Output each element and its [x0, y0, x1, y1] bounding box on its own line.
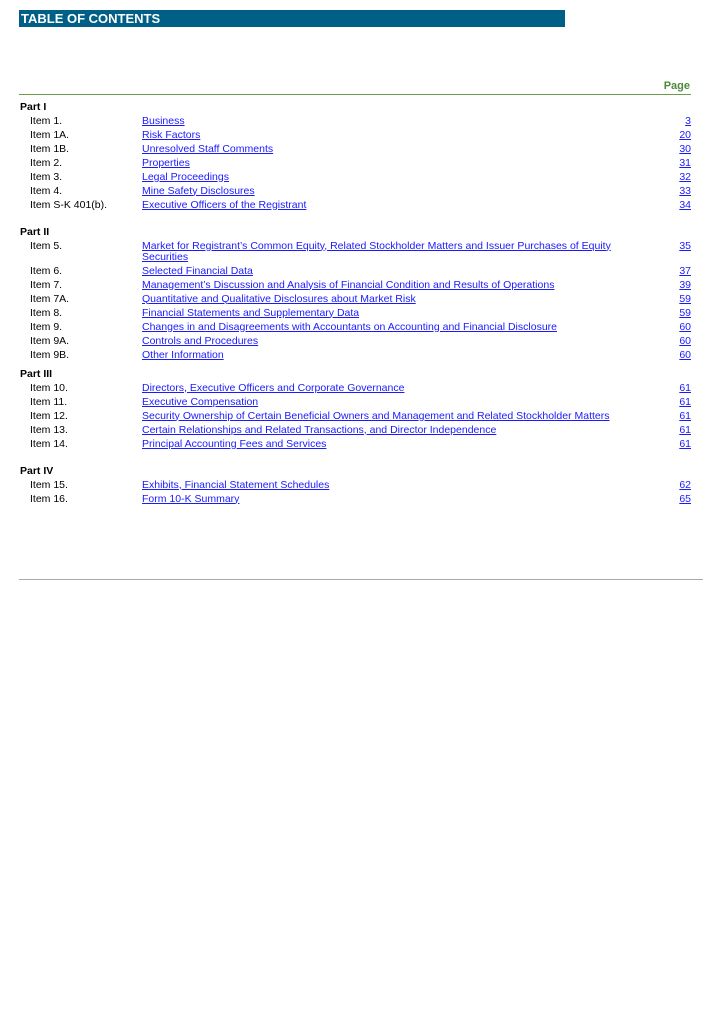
item-title-cell [142, 350, 661, 361]
toc-row [20, 198, 691, 212]
item-page-link[interactable]: 61 [679, 381, 691, 394]
toc-row [20, 334, 691, 348]
item-title-link[interactable]: Security Ownership of Certain Beneficial Owners and Management and Related Stockholder Matters [142, 409, 610, 422]
item-title-cell [142, 308, 661, 319]
item-page-cell [661, 130, 691, 141]
item-title-cell [142, 411, 661, 422]
item-title-cell [142, 494, 661, 505]
item-page-link[interactable]: 39 [679, 278, 691, 291]
toc-row [20, 128, 691, 142]
item-title-link[interactable]: Executive Officers of the Registrant [142, 198, 307, 211]
toc-row [20, 423, 691, 437]
item-title-cell [142, 158, 661, 169]
header-divider [19, 94, 691, 95]
item-title-link[interactable]: Form 10-K Summary [142, 492, 240, 505]
item-page-link[interactable]: 20 [679, 128, 691, 141]
item-number: Item 9. [30, 320, 63, 333]
item-page-cell [661, 480, 691, 491]
toc-row [20, 156, 691, 170]
part-title: Part III [20, 368, 53, 380]
toc-row [20, 292, 691, 306]
item-number: Item 7A. [30, 292, 70, 305]
item-number: Item 1. [30, 114, 63, 127]
item-title-cell [142, 336, 661, 347]
item-number: Item 6. [30, 264, 63, 277]
item-page-link[interactable]: 59 [679, 306, 691, 319]
item-number: Item 16. [30, 492, 68, 505]
item-title-cell [142, 200, 661, 211]
toc-row [20, 278, 691, 292]
item-number: Item 12. [30, 409, 68, 422]
item-page-cell [661, 158, 691, 169]
item-title-link[interactable]: Properties [142, 156, 190, 169]
item-title-cell [142, 186, 661, 197]
item-page-cell [661, 294, 691, 305]
item-number: Item 14. [30, 437, 68, 450]
item-page-link[interactable]: 61 [679, 409, 691, 422]
item-title-link[interactable]: Exhibits, Financial Statement Schedules [142, 478, 330, 491]
toc-row [20, 320, 691, 334]
toc-part [20, 100, 691, 212]
item-page-link[interactable]: 61 [679, 437, 691, 450]
item-page-cell [661, 172, 691, 183]
part-title: Part II [20, 226, 50, 238]
item-page-link[interactable]: 59 [679, 292, 691, 305]
item-title-link[interactable]: Management’s Discussion and Analysis of Financial Condition and Results of Operations [142, 278, 555, 291]
part-title: Part IV [20, 465, 54, 477]
item-title-link[interactable]: Mine Safety Disclosures [142, 184, 255, 197]
item-page-link[interactable]: 35 [679, 239, 691, 252]
item-number: Item 1B. [30, 142, 70, 155]
item-number: Item 11. [30, 395, 68, 408]
toc-part [20, 225, 691, 362]
item-page-cell [661, 397, 691, 408]
item-number: Item 15. [30, 478, 68, 491]
item-title-link[interactable]: Controls and Procedures [142, 334, 259, 347]
item-page-cell [661, 425, 691, 436]
item-number: Item 5. [30, 239, 63, 252]
item-title-cell [142, 439, 661, 450]
toc-row [20, 306, 691, 320]
item-title-link[interactable]: Business [142, 114, 185, 127]
item-page-cell [661, 241, 691, 252]
item-title-cell [142, 383, 661, 394]
item-title-link[interactable]: Financial Statements and Supplementary Data [142, 306, 360, 319]
item-title-cell [142, 294, 661, 305]
bottom-divider [19, 579, 703, 580]
table-of-contents [20, 100, 691, 506]
item-number: Item 7. [30, 278, 63, 291]
item-page-link[interactable]: 32 [679, 170, 691, 183]
item-title-cell [142, 172, 661, 183]
toc-row [20, 409, 691, 423]
item-title-link[interactable]: Selected Financial Data [142, 264, 253, 277]
item-page-cell [661, 350, 691, 361]
item-page-link[interactable]: 34 [679, 198, 691, 211]
toc-banner: TABLE OF CONTENTS [19, 10, 565, 27]
toc-row [20, 395, 691, 409]
toc-row [20, 114, 691, 128]
item-page-cell [661, 144, 691, 155]
toc-row [20, 239, 691, 264]
item-number: Item 13. [30, 423, 68, 436]
item-number: Item 10. [30, 381, 68, 394]
item-title-link[interactable]: Market for Registrant’s Common Equity, Related Stockholder Matters and Issuer Purchases of Equity Securities [142, 239, 611, 263]
item-page-link[interactable]: 60 [679, 320, 691, 333]
item-title-cell [142, 322, 661, 333]
item-page-link[interactable]: 3 [685, 114, 691, 127]
item-title-cell [142, 116, 661, 127]
item-number: Item 1A. [30, 128, 70, 141]
toc-row [20, 348, 691, 362]
item-page-cell [661, 494, 691, 505]
item-page-link[interactable]: 37 [679, 264, 691, 277]
toc-row [20, 142, 691, 156]
item-page-link[interactable]: 31 [679, 156, 691, 169]
item-page-cell [661, 280, 691, 291]
page-column-header: Page [663, 80, 690, 92]
item-title-link[interactable]: Legal Proceedings [142, 170, 229, 183]
item-page-cell [661, 116, 691, 127]
item-page-cell [661, 308, 691, 319]
part-title: Part I [20, 101, 47, 113]
item-title-link[interactable]: Quantitative and Qualitative Disclosures about Market Risk [142, 292, 416, 305]
item-page-cell [661, 336, 691, 347]
toc-row [20, 381, 691, 395]
item-title-cell [142, 397, 661, 408]
item-page-link[interactable]: 61 [679, 423, 691, 436]
toc-row [20, 492, 691, 506]
item-page-link[interactable]: 30 [679, 142, 691, 155]
item-number: Item 3. [30, 170, 63, 183]
item-title-link[interactable]: Principal Accounting Fees and Services [142, 437, 327, 450]
item-page-cell [661, 322, 691, 333]
item-number: Item 9A. [30, 334, 70, 347]
item-page-link[interactable]: 60 [679, 334, 691, 347]
item-page-link[interactable]: 62 [679, 478, 691, 491]
toc-row [20, 170, 691, 184]
item-title-cell [142, 144, 661, 155]
item-title-link[interactable]: Other Information [142, 348, 224, 361]
item-title-cell [142, 241, 661, 263]
item-number: Item S-K 401(b). [30, 198, 108, 211]
item-title-cell [142, 280, 661, 291]
item-title-cell [142, 425, 661, 436]
item-title-link[interactable]: Executive Compensation [142, 395, 259, 408]
item-title-link[interactable]: Unresolved Staff Comments [142, 142, 274, 155]
item-title-link[interactable]: Risk Factors [142, 128, 201, 141]
item-number: Item 9B. [30, 348, 70, 361]
item-page-cell [661, 200, 691, 211]
toc-part [20, 367, 691, 451]
item-page-cell [661, 439, 691, 450]
item-title-link[interactable]: Certain Relationships and Related Transactions, and Director Independence [142, 423, 497, 436]
item-page-link[interactable]: 65 [679, 492, 691, 505]
item-number: Item 8. [30, 306, 63, 319]
toc-part [20, 464, 691, 506]
item-page-link[interactable]: 61 [679, 395, 691, 408]
item-page-cell [661, 383, 691, 394]
toc-row [20, 264, 691, 278]
toc-row [20, 478, 691, 492]
item-title-link[interactable]: Changes in and Disagreements with Accountants on Accounting and Financial Disclosure [142, 320, 557, 333]
item-page-link[interactable]: 33 [679, 184, 691, 197]
toc-row [20, 184, 691, 198]
item-title-cell [142, 130, 661, 141]
item-title-cell [142, 266, 661, 277]
item-page-cell [661, 186, 691, 197]
item-page-link[interactable]: 60 [679, 348, 691, 361]
item-page-cell [661, 266, 691, 277]
toc-row [20, 437, 691, 451]
item-page-cell [661, 411, 691, 422]
item-number: Item 2. [30, 156, 63, 169]
item-number: Item 4. [30, 184, 63, 197]
item-title-link[interactable]: Directors, Executive Officers and Corporate Governance [142, 381, 405, 394]
item-title-cell [142, 480, 661, 491]
